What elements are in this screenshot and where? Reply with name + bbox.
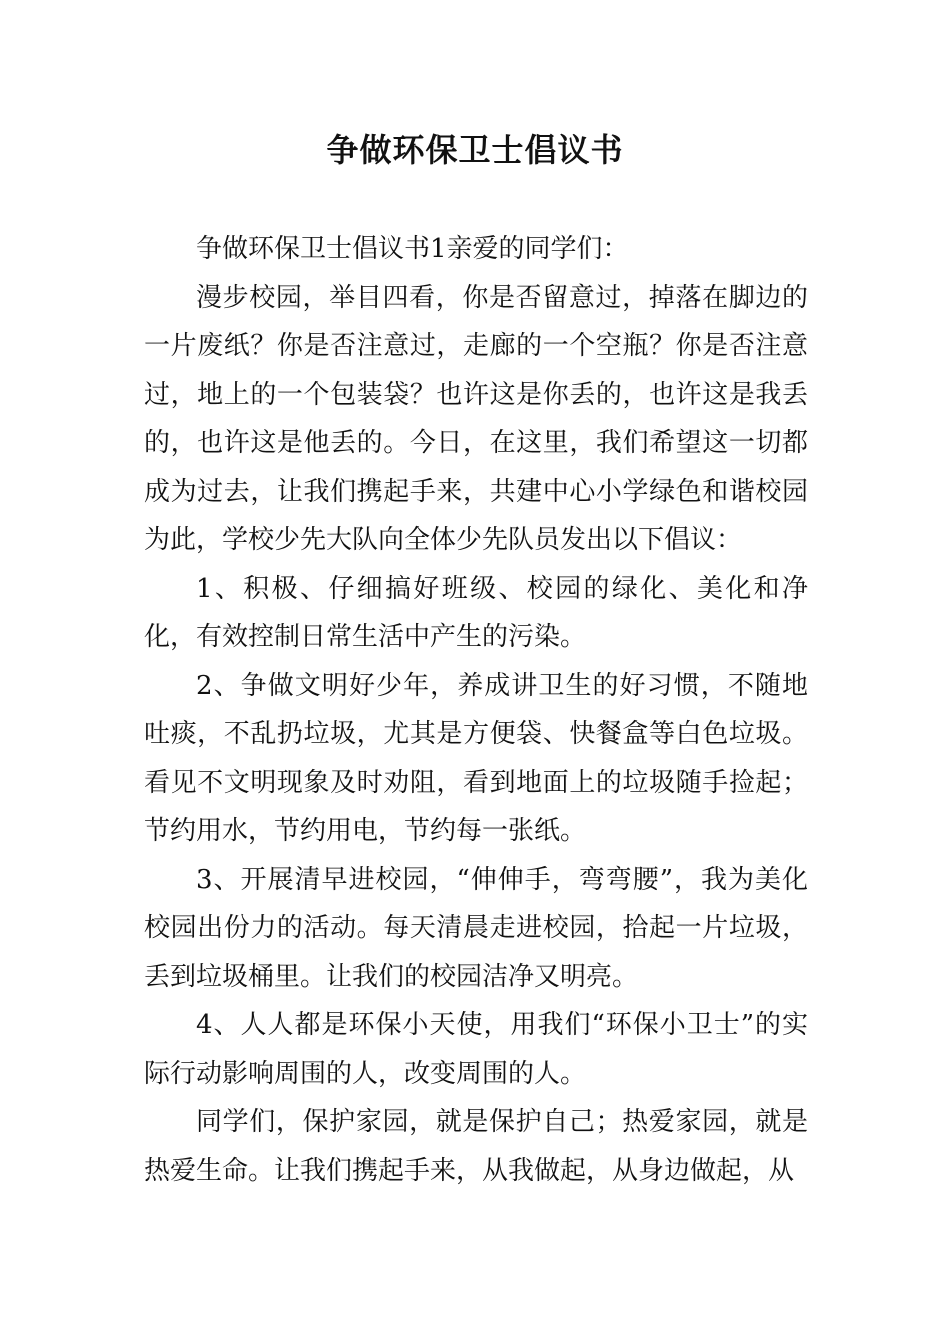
paragraph-intro: 漫步校园，举目四看，你是否留意过，掉落在脚边的一片废纸？你是否注意过，走廊的一个空瓶？你是否注意过，地上的一个包装袋？也许这是你丢的，也许这是我丢的，也许这是他丢的。今日，在这里，我们希望这一切都成为过去，让我们携起手来，共建中心小学绿色和谐校园为此，学校少先大队向全体少先队员发出以下倡议： xyxy=(144,282,808,555)
paragraph-item-1: 1、积极、仔细搞好班级、校园的绿化、美化和净化，有效控制日常生活中产生的污染。 xyxy=(144,573,808,652)
paragraph-item-3: 3、开展清早进校园，“伸伸手，弯弯腰”，我为美化校园出份力的活动。每天清晨走进校园，拾起一片垃圾，丢到垃圾桶里。让我们的校园洁净又明亮。 xyxy=(144,864,808,992)
paragraph-greeting: 争做环保卫士倡议书1亲爱的同学们： xyxy=(196,234,629,264)
document-title: 争做环保卫士倡议书 xyxy=(326,131,624,169)
paragraph-closing: 同学们，保护家园，就是保护自己；热爱家园，就是热爱生命。让我们携起手来，从我做起，从身边做起，从 xyxy=(144,1107,808,1186)
paragraph-item-2: 2、争做文明好少年，养成讲卫生的好习惯，不随地吐痰，不乱扔垃圾，尤其是方便袋、快餐盒等白色垃圾。看见不文明现象及时劝阻，看到地面上的垃圾随手捡起；节约用水，节约用电，节约每一张纸。 xyxy=(144,670,808,846)
document-body xyxy=(144,225,808,1195)
paragraph-item-4: 4、人人都是环保小天使，用我们“环保小卫士”的实际行动影响周围的人，改变周围的人。 xyxy=(144,1010,808,1089)
